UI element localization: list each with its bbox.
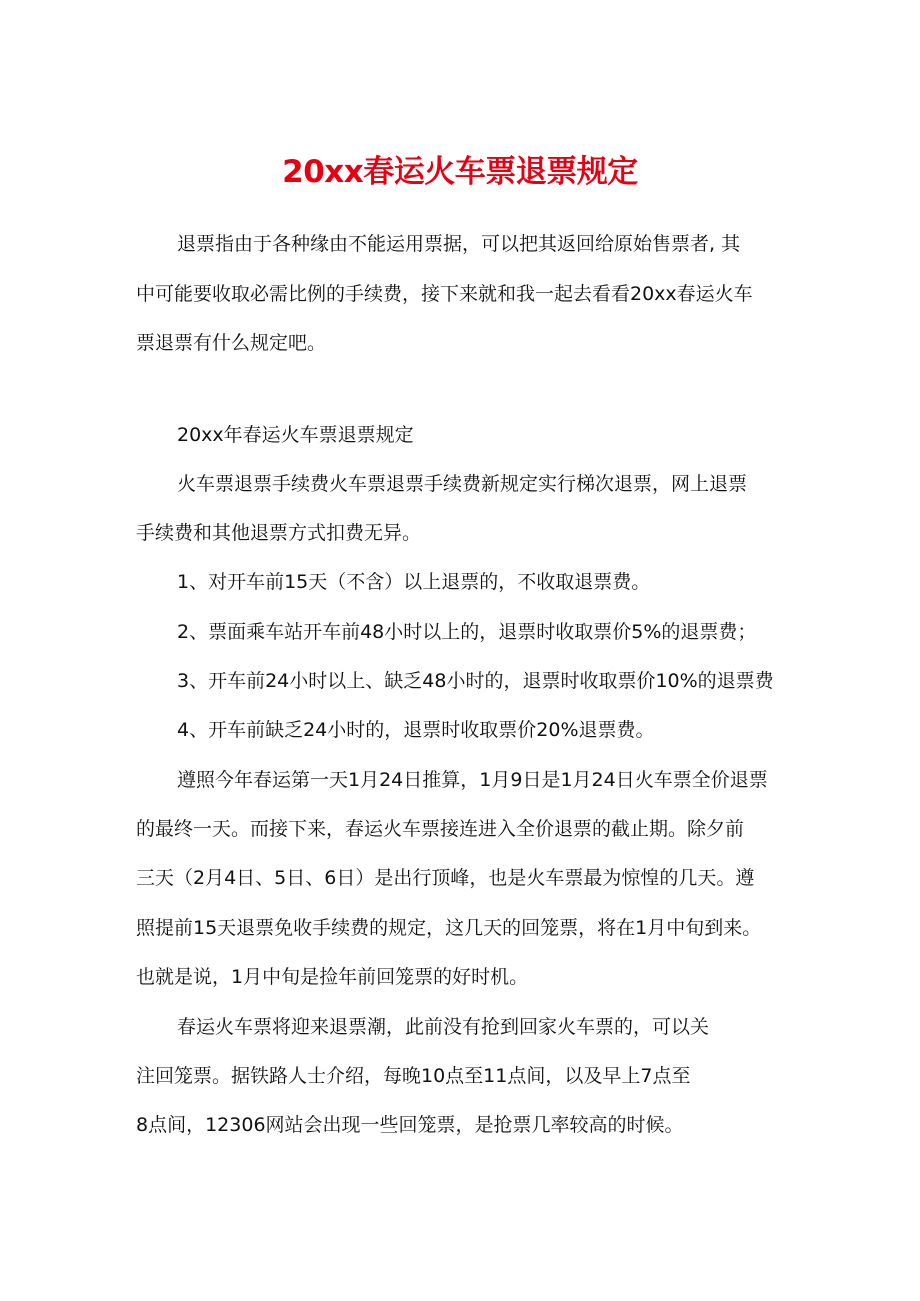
list-item: 2、票面乘车站开车前48小时以上的，退票时收取票价5%的退票费；	[177, 621, 757, 643]
paragraph-line: 退票指由于各种缘由不能运用票据，可以把其返回给原始售票者, 其	[177, 233, 741, 255]
paragraph-line: 中可能要收取必需比例的手续费，接下来就和我一起去看看20xx春运火车	[136, 283, 753, 305]
paragraph-line: 8点间，12306网站会出现一些回笼票，是抢票几率较高的时候。	[136, 1114, 684, 1136]
paragraph-line: 三天（2月4日、5日、6日）是出行顶峰，也是火车票最为惊惶的几天。遵	[136, 867, 755, 889]
paragraph-line: 照提前15天退票免收手续费的规定，这几天的回笼票，将在1月中旬到来。	[136, 917, 762, 939]
paragraph-line: 春运火车票将迎来退票潮，此前没有抢到回家火车票的，可以关	[177, 1016, 710, 1038]
list-item: 4、开车前缺乏24小时的，退票时收取票价20%退票费。	[177, 719, 655, 741]
paragraph-line: 票退票有什么规定吧。	[136, 332, 327, 354]
paragraph-line: 也就是说，1月中旬是捡年前回笼票的好时机。	[136, 966, 529, 988]
paragraph-line: 注回笼票。据铁路人士介绍，每晚10点至11点间，以及早上7点至	[136, 1065, 691, 1087]
section-heading: 20xx年春运火车票退票规定	[177, 424, 414, 446]
list-item: 1、对开车前15天（不含）以上退票的，不收取退票费。	[177, 571, 651, 593]
paragraph-line: 手续费和其他退票方式扣费无异。	[136, 522, 422, 544]
paragraph-line: 的最终一天。而接下来，春运火车票接连进入全价退票的截止期。除夕前	[136, 818, 745, 840]
list-item: 3、开车前24小时以上、缺乏48小时的，退票时收取票价10%的退票费	[177, 670, 774, 692]
document-title: 20xx春运火车票退票规定	[282, 154, 638, 190]
paragraph-line: 火车票退票手续费火车票退票手续费新规定实行梯次退票，网上退票	[177, 473, 748, 495]
paragraph-line: 遵照今年春运第一天1月24日推算，1月9日是1月24日火车票全价退票	[177, 769, 768, 791]
